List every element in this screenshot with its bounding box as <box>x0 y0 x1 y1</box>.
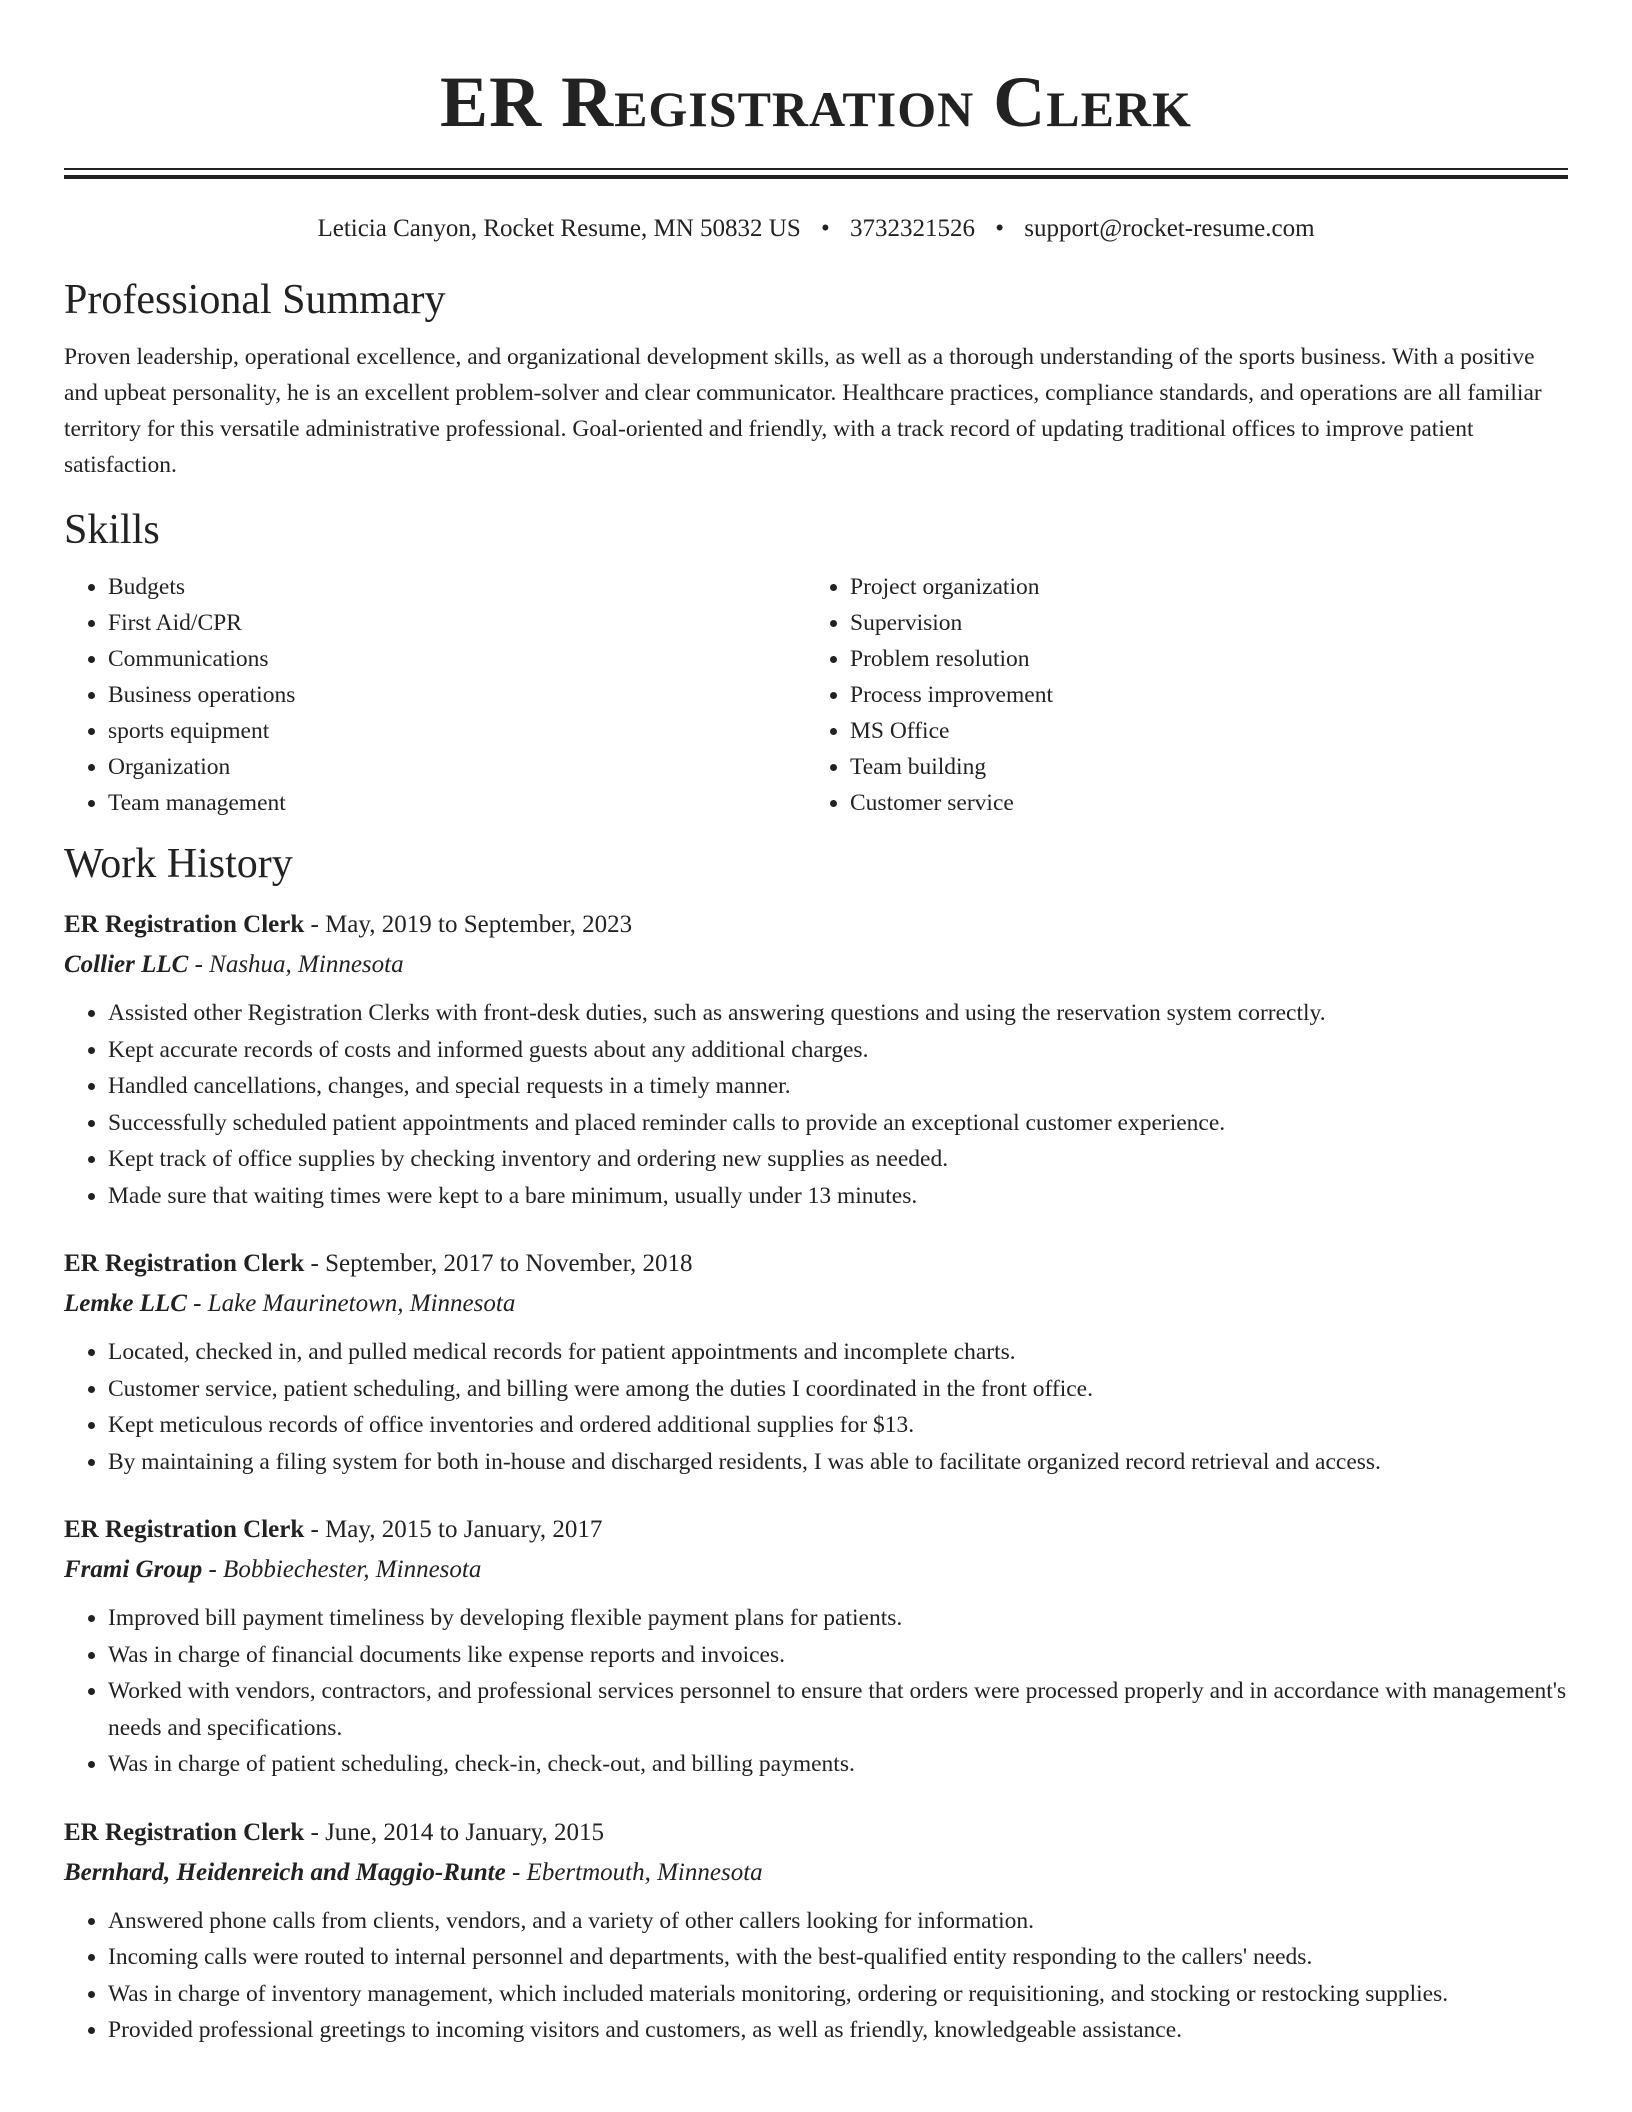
resume-page <box>64 0 1568 2049</box>
header-divider-thick <box>64 175 1568 179</box>
skill-item: • First Aid/CPR <box>108 605 808 641</box>
skill-item: • Supervision <box>850 605 1550 641</box>
skill-item: • MS Office <box>850 713 1550 749</box>
job-entry <box>64 1813 1568 2049</box>
skill-item: • Team management <box>108 785 808 821</box>
skills-heading: Skills <box>64 507 160 553</box>
job-bullet: • Provided professional greetings to incoming visitors and customers, as well as friendly, knowledgeable assistance. <box>108 2012 1568 2049</box>
job-bullets <box>64 1600 1568 1783</box>
job-dates: - May, 2015 to January, 2017 <box>304 1516 603 1543</box>
skill-item: • Communications <box>108 641 808 677</box>
job-title-line <box>64 905 1568 945</box>
skill-item: • Customer service <box>850 785 1550 821</box>
contact-email: support@rocket-resume.com <box>1024 215 1315 242</box>
job-role: ER Registration Clerk <box>64 1818 305 1846</box>
job-location: - Bobbiechester, Minnesota <box>202 1556 482 1583</box>
skills-list-right <box>808 569 1550 821</box>
job-entry <box>64 1244 1568 1480</box>
skill-item: • Project organization <box>850 569 1550 605</box>
job-company-line <box>64 1550 1568 1590</box>
resume-name: ER Registration Clerk <box>440 62 1192 142</box>
job-title-line <box>64 1813 1568 1853</box>
job-company-line <box>64 945 1568 985</box>
job-bullet: • Was in charge of patient scheduling, check-in, check-out, and billing payments. <box>108 1746 1568 1783</box>
contact-separator: • <box>820 215 830 242</box>
summary-heading: Professional Summary <box>64 277 446 323</box>
job-location: - Ebertmouth, Minnesota <box>505 1858 763 1886</box>
job-company: Lemke LLC <box>64 1290 187 1317</box>
job-bullet: • Located, checked in, and pulled medical records for patient appointments and incomplete charts. <box>108 1334 1568 1371</box>
job-bullet: • Was in charge of financial documents like expense reports and invoices. <box>108 1637 1568 1674</box>
job-bullets <box>64 1334 1568 1480</box>
job-dates: - June, 2014 to January, 2015 <box>304 1818 604 1846</box>
skill-item: • sports equipment <box>108 713 808 749</box>
contact-separator: • <box>995 215 1004 242</box>
job-bullet: • Successfully scheduled patient appointments and placed reminder calls to provide an exceptional customer experience. <box>108 1105 1568 1142</box>
job-location: - Lake Maurinetown, Minnesota <box>186 1290 516 1317</box>
job-role: ER Registration Clerk <box>64 1250 305 1277</box>
job-company: Bernhard, Heidenreich and Maggio-Runte <box>64 1858 506 1886</box>
job-dates: - September, 2017 to November, 2018 <box>304 1250 693 1277</box>
job-company: Frami Group <box>64 1556 203 1583</box>
job-company: Collier LLC <box>64 951 189 978</box>
job-bullet: • Kept meticulous records of office inventories and ordered additional supplies for $13. <box>108 1407 1568 1444</box>
summary-text: Proven leadership, operational excellence, and organizational development skills, as well as a thorough understanding of the sports business. With a positive and upbeat personality, he is an excellent problem-solver and clear communicator. Healthcare practices, compliance standards, and operations are all familiar territory for this versatile administrative professional. Goal-oriented and friendly, with a track record of updating traditional offices to improve patient satisfaction. <box>64 344 1542 478</box>
job-company-line <box>64 1853 1568 1893</box>
job-entry <box>64 1510 1568 1783</box>
job-bullets <box>64 1903 1568 2049</box>
job-role: ER Registration Clerk <box>64 911 305 938</box>
job-bullets <box>64 995 1568 1214</box>
contact-address: Leticia Canyon, Rocket Resume, MN 50832 US <box>317 215 801 242</box>
job-bullet: • Worked with vendors, contractors, and professional services personnel to ensure that orders were processed properly and in accordance with management's needs and specifications. <box>108 1673 1568 1746</box>
job-bullet: • Customer service, patient scheduling, and billing were among the duties I coordinated in the front office. <box>108 1371 1568 1408</box>
job-bullet: • Improved bill payment timeliness by developing flexible payment plans for patients. <box>108 1600 1568 1637</box>
job-entry <box>64 905 1568 1214</box>
skill-item: • Business operations <box>108 677 808 713</box>
skill-item: • Team building <box>850 749 1550 785</box>
contact-phone: 3732321526 <box>849 215 975 242</box>
job-role: ER Registration Clerk <box>64 1516 305 1543</box>
job-bullet: • Kept track of office supplies by checking inventory and ordering new supplies as needed. <box>108 1141 1568 1178</box>
job-bullet: • Was in charge of inventory management, which included materials monitoring, ordering or requisitioning, and stocking or restocking supplies. <box>108 1976 1568 2013</box>
skill-item: • Problem resolution <box>850 641 1550 677</box>
job-company-line <box>64 1284 1568 1324</box>
job-dates: - May, 2019 to September, 2023 <box>304 911 633 938</box>
contact-line <box>64 213 1568 245</box>
skill-item: • Organization <box>108 749 808 785</box>
header-divider-thin <box>64 168 1568 170</box>
job-title-line <box>64 1244 1568 1284</box>
work-history-heading: Work History <box>64 841 293 887</box>
job-bullet: • Assisted other Registration Clerks with front-desk duties, such as answering questions and using the reservation system correctly. <box>108 995 1568 1032</box>
job-bullet: • By maintaining a filing system for both in-house and discharged residents, I was able to facilitate organized record retrieval and access. <box>108 1444 1568 1481</box>
skill-item: • Process improvement <box>850 677 1550 713</box>
job-title-line <box>64 1510 1568 1550</box>
job-location: - Nashua, Minnesota <box>188 951 404 978</box>
skill-item: • Budgets <box>108 569 808 605</box>
skills-list-left <box>64 569 808 821</box>
job-bullet: • Incoming calls were routed to internal personnel and departments, with the best-qualified entity responding to the callers' needs. <box>108 1939 1568 1976</box>
skills-columns <box>64 569 1568 821</box>
job-bullet: • Made sure that waiting times were kept to a bare minimum, usually under 13 minutes. <box>108 1178 1568 1215</box>
job-bullet: • Handled cancellations, changes, and special requests in a timely manner. <box>108 1068 1568 1105</box>
job-bullet: • Answered phone calls from clients, vendors, and a variety of other callers looking for information. <box>108 1903 1568 1940</box>
job-bullet: • Kept accurate records of costs and informed guests about any additional charges. <box>108 1032 1568 1069</box>
